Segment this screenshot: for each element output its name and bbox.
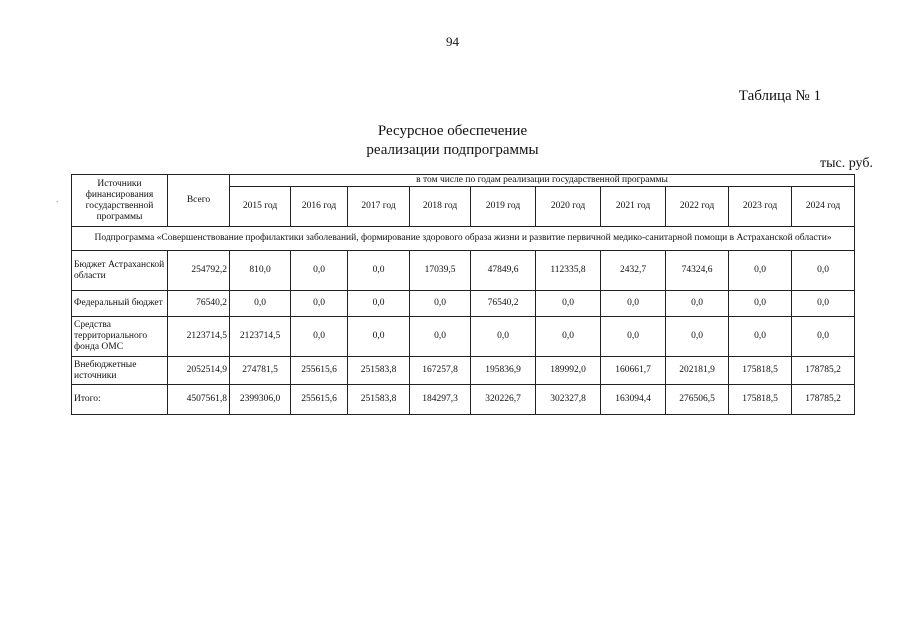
cell-value: 251583,8 [348, 385, 410, 415]
cell-value: 0,0 [536, 317, 601, 357]
cell-value: 0,0 [410, 291, 471, 317]
cell-value: 184297,3 [410, 385, 471, 415]
table-row [72, 291, 855, 317]
row-total: 2123714,5 [168, 317, 230, 357]
cell-value: 0,0 [792, 291, 855, 317]
resource-table [71, 174, 855, 415]
cell-value: 160661,7 [601, 357, 666, 385]
cell-value: 0,0 [348, 251, 410, 291]
cell-value: 47849,6 [471, 251, 536, 291]
header-year: 2020 год [536, 187, 601, 227]
cell-value: 175818,5 [729, 385, 792, 415]
table-row [72, 357, 855, 385]
cell-value: 0,0 [666, 317, 729, 357]
cell-value: 0,0 [410, 317, 471, 357]
cell-value: 255615,6 [291, 357, 348, 385]
cell-value: 810,0 [230, 251, 291, 291]
subprogram-row [72, 227, 855, 251]
cell-value: 74324,6 [666, 251, 729, 291]
cell-value: 251583,8 [348, 357, 410, 385]
row-total: 4507561,8 [168, 385, 230, 415]
row-source: Итого: [72, 385, 168, 415]
cell-value: 0,0 [729, 291, 792, 317]
row-source: Федеральный бюджет [72, 291, 168, 317]
header-year: 2017 год [348, 187, 410, 227]
title-line-1: Ресурсное обеспечение [377, 123, 528, 139]
cell-value: 178785,2 [792, 385, 855, 415]
cell-value: 274781,5 [230, 357, 291, 385]
table-row [72, 251, 855, 291]
cell-value: 195836,9 [471, 357, 536, 385]
cell-value: 2432,7 [601, 251, 666, 291]
header-years-group: в том числе по годам реализации государственной программы [230, 175, 855, 187]
header-year: 2023 год [729, 187, 792, 227]
cell-value: 0,0 [601, 317, 666, 357]
cell-value: 0,0 [792, 317, 855, 357]
row-total: 254792,2 [168, 251, 230, 291]
header-source: Источники финансирования государственной программы [72, 175, 168, 227]
cell-value: 302327,8 [536, 385, 601, 415]
document-title [0, 122, 905, 160]
cell-value: 0,0 [291, 251, 348, 291]
table-row [72, 317, 855, 357]
row-total: 76540,2 [168, 291, 230, 317]
cell-value: 0,0 [536, 291, 601, 317]
cell-value: 0,0 [291, 291, 348, 317]
cell-value: 76540,2 [471, 291, 536, 317]
cell-value: 0,0 [348, 291, 410, 317]
cell-value: 0,0 [729, 317, 792, 357]
cell-value: 163094,4 [601, 385, 666, 415]
cell-value: 112335,8 [536, 251, 601, 291]
cell-value: 255615,6 [291, 385, 348, 415]
header-year: 2018 год [410, 187, 471, 227]
stray-mark: ` [56, 200, 59, 209]
cell-value: 0,0 [348, 317, 410, 357]
header-row-group [72, 175, 855, 187]
cell-value: 175818,5 [729, 357, 792, 385]
cell-value: 0,0 [792, 251, 855, 291]
cell-value: 320226,7 [471, 385, 536, 415]
cell-value: 167257,8 [410, 357, 471, 385]
subprogram-title: Подпрограмма «Совершенствование профилактики заболеваний, формирование здорового образа жизни и развитие первичной медико-санитарной помощи в Астраханской области» [72, 227, 855, 251]
row-source: Средства территориального фонда ОМС [72, 317, 168, 357]
cell-value: 0,0 [601, 291, 666, 317]
cell-value: 2123714,5 [230, 317, 291, 357]
header-total: Всего [168, 175, 230, 227]
cell-value: 189992,0 [536, 357, 601, 385]
units-label: тыс. руб. [820, 156, 873, 171]
total-row [72, 385, 855, 415]
cell-value: 276506,5 [666, 385, 729, 415]
header-year: 2024 год [792, 187, 855, 227]
table-label: Таблица № 1 [738, 88, 821, 104]
cell-value: 0,0 [471, 317, 536, 357]
row-source: Бюджет Астраханской области [72, 251, 168, 291]
page-number: 94 [446, 34, 459, 49]
title-line-2: реализации подпрограммы [366, 142, 539, 158]
cell-value: 0,0 [666, 291, 729, 317]
cell-value: 0,0 [729, 251, 792, 291]
header-year: 2022 год [666, 187, 729, 227]
header-year: 2015 год [230, 187, 291, 227]
cell-value: 17039,5 [410, 251, 471, 291]
row-total: 2052514,9 [168, 357, 230, 385]
header-year: 2016 год [291, 187, 348, 227]
cell-value: 202181,9 [666, 357, 729, 385]
row-source: Внебюджетные источники [72, 357, 168, 385]
cell-value: 0,0 [291, 317, 348, 357]
cell-value: 2399306,0 [230, 385, 291, 415]
cell-value: 0,0 [230, 291, 291, 317]
header-year: 2021 год [601, 187, 666, 227]
cell-value: 178785,2 [792, 357, 855, 385]
header-year: 2019 год [471, 187, 536, 227]
